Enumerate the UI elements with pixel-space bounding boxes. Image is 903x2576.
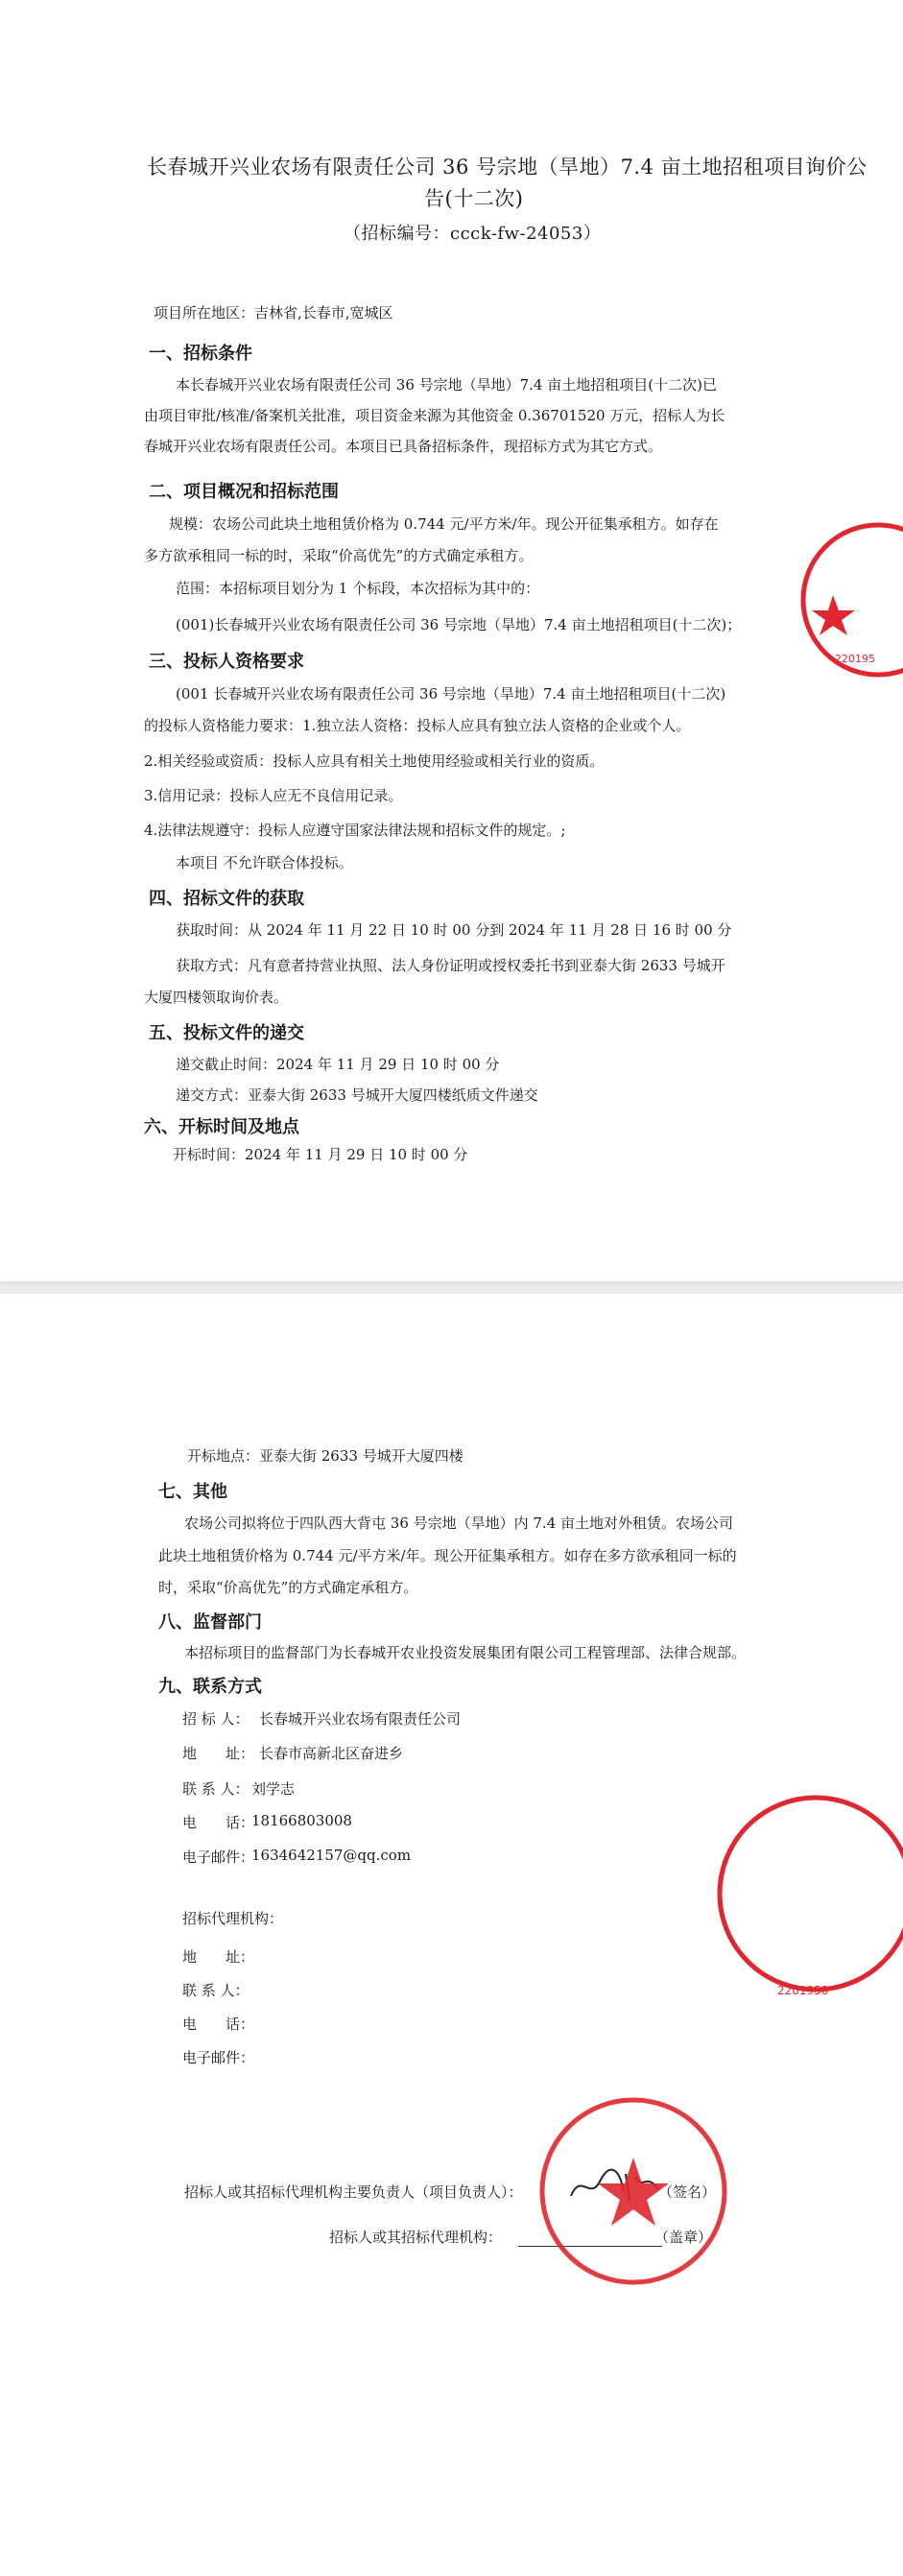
- agency-person-label: 联 系 人：: [182, 1982, 250, 1999]
- section-2-text: 范围：本招标项目划分为 1 个标段，本次招标为其中的：: [176, 580, 540, 597]
- section-5-text: 递交截止时间：2024 年 11 月 29 日 10 时 00 分: [176, 1056, 500, 1073]
- section-3-text: (001 长春城开兴业农场有限责任公司 36 号宗地（旱地）7.4 亩土地招租项目(十二次): [176, 685, 726, 703]
- bid-number: （招标编号：ccck-fw-24053）: [344, 224, 602, 244]
- company-seal-stamp: [533, 2090, 734, 2292]
- section-7-text: 农场公司拟将位于四队西大背屯 36 号宗地（旱地）内 7.4 亩土地对外租赁。农场公司: [184, 1515, 734, 1532]
- section-5-heading: 五、投标文件的递交: [149, 1023, 304, 1043]
- signature-line-label: 招标人或其招标代理机构主要负责人（项目负责人）：: [184, 2183, 523, 2201]
- contact-email-label: 电子邮件：: [182, 1849, 255, 1866]
- contact-address-label: 地 址：: [182, 1745, 255, 1762]
- section-1-text: 春城开兴业农场有限责任公司。本项目已具备招标条件，现招标方式为其它方式。: [144, 438, 663, 455]
- company-seal-stamp: [705, 1783, 903, 2004]
- section-6-location: 开标地点：亚泰大街 2633 号城开大厦四楼: [187, 1447, 463, 1465]
- seal-serial-number: 2201950: [777, 1984, 829, 1997]
- section-5-text: 递交方式：亚泰大街 2633 号城开大厦四楼纸质文件递交: [176, 1086, 538, 1104]
- section-2-text: 多方欲承租同一标的时，采取“价高优先”的方式确定承租方。: [144, 547, 534, 564]
- section-2-heading: 二、项目概况和招标范围: [149, 482, 339, 502]
- seal-line-suffix: （盖章）: [654, 2229, 713, 2246]
- section-3-text: 本项目 不允许联合体投标。: [176, 854, 353, 871]
- document-title-line-2: 告(十二次): [424, 187, 524, 210]
- section-9-heading: 九、联系方式: [158, 1677, 262, 1697]
- contact-email-value: 1634642157@qq.com: [251, 1847, 412, 1864]
- section-3-text: 4.法律法规遵守：投标人应遵守国家法律法规和招标文件的规定。;: [144, 822, 566, 839]
- section-3-heading: 三、投标人资格要求: [149, 652, 304, 672]
- section-7-heading: 七、其他: [158, 1482, 227, 1502]
- contact-phone-value: 18166803008: [251, 1812, 352, 1829]
- contact-person-value: 刘学志: [251, 1780, 296, 1798]
- seal-serial-number: 220195: [835, 653, 875, 665]
- document-title-line-1: 长春城开兴业农场有限责任公司 36 号宗地（旱地）7.4 亩土地招租项目询价公: [147, 155, 867, 179]
- section-8-text: 本招标项目的监督部门为长春城开农业投资发展集团有限公司工程管理部、法律合规部。: [184, 1644, 747, 1661]
- section-6-text: 开标时间：2024 年 11 月 29 日 10 时 00 分: [173, 1146, 468, 1163]
- contact-tenderer-value: 长春城开兴业农场有限责任公司: [259, 1710, 462, 1728]
- agency-address-label: 地 址：: [182, 1948, 255, 1966]
- section-1-text: 本长春城开兴业农场有限责任公司 36 号宗地（旱地）7.4 亩土地招租项目(十二次)已: [176, 376, 717, 394]
- signature-line-suffix: （签名）: [658, 2183, 717, 2201]
- section-4-heading: 四、招标文件的获取: [149, 889, 304, 909]
- section-8-heading: 八、监督部门: [158, 1612, 262, 1633]
- section-2-text: (001)长春城开兴业农场有限责任公司 36 号宗地（旱地）7.4 亩土地招租项目(十二次)；: [176, 616, 742, 633]
- section-7-text: 时，采取“价高优先”的方式确定承租方。: [158, 1579, 418, 1596]
- company-seal-stamp: [796, 518, 903, 681]
- section-1-heading: 一、招标条件: [149, 344, 252, 364]
- project-location: 项目所在地区：吉林省,长春市,宽城区: [154, 304, 393, 322]
- section-4-text: 获取方式：凡有意者持营业执照、法人身份证明或授权委托书到亚泰大街 2633 号城开: [176, 957, 725, 974]
- section-6-heading: 六、开标时间及地点: [144, 1117, 299, 1137]
- section-3-text: 的投标人资格能力要求：1.独立法人资格：投标人应具有独立法人资格的企业或个人。: [144, 717, 691, 734]
- contact-tenderer-label: 招 标 人：: [182, 1710, 250, 1728]
- document-page-1: [0, 0, 903, 1281]
- section-3-text: 2.相关经验或资质：投标人应具有相关土地使用经验或相关行业的资质。: [144, 752, 605, 770]
- section-1-text: 由项目审批/核准/备案机关批准，项目资金来源为其他资金 0.36701520 万元，招标人为长: [144, 407, 725, 424]
- section-2-text: 规模：农场公司此块土地租赁价格为 0.744 元/平方米/年。现公开征集承租方。如存在: [169, 515, 719, 533]
- contact-phone-label: 电 话：: [182, 1814, 255, 1831]
- seal-line-label: 招标人或其招标代理机构：: [329, 2229, 503, 2246]
- section-7-text: 此块土地租赁价格为 0.744 元/平方米/年。现公开征集承租方。如存在多方欲承租同一标的: [158, 1547, 737, 1564]
- agency-phone-label: 电 话：: [182, 2015, 255, 2033]
- agency-label: 招标代理机构：: [182, 1910, 284, 1927]
- agency-email-label: 电子邮件：: [182, 2049, 255, 2066]
- contact-person-label: 联 系 人：: [182, 1780, 250, 1798]
- section-4-text: 获取时间：从 2024 年 11 月 22 日 10 时 00 分到 2024 年 11 月 28 日 16 时 00 分: [176, 921, 732, 939]
- section-3-text: 3.信用记录：投标人应无不良信用记录。: [144, 787, 403, 804]
- section-4-text: 大厦四楼领取询价表。: [144, 989, 289, 1006]
- document-page-2: [0, 1294, 903, 2576]
- contact-address-value: 长春市高新北区奋进乡: [259, 1745, 404, 1762]
